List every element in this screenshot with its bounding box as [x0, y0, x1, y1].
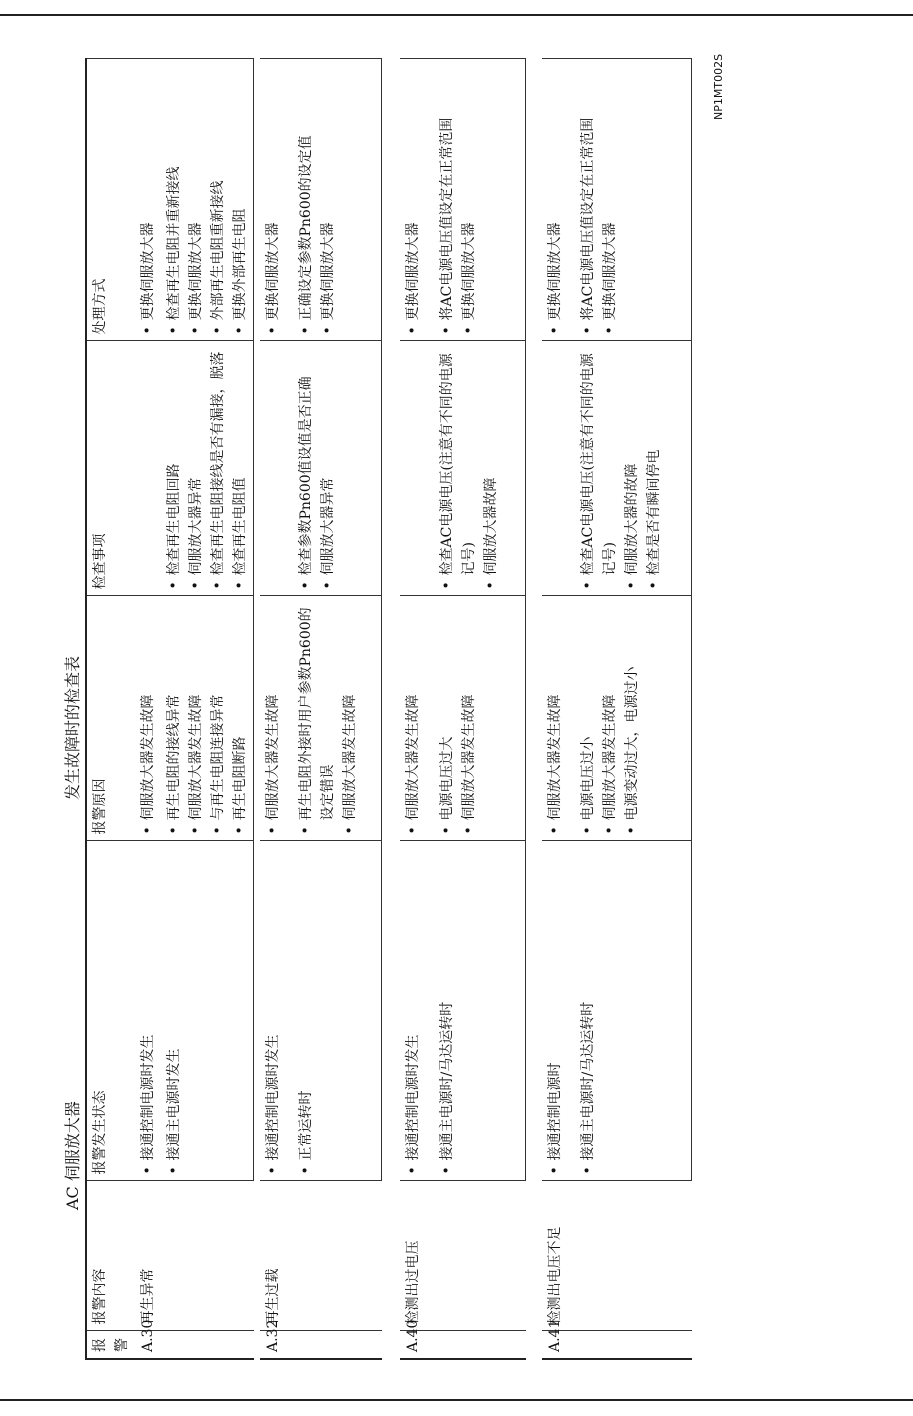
cause-item: • 伺服放大器发生故障: [262, 603, 284, 835]
header-content: 报警内容: [86, 1181, 135, 1331]
header-state: 报警发生状态: [86, 841, 135, 1181]
alarm-code: A.40: [400, 1331, 526, 1359]
check-item: • 检查再生电阻接线是否有漏接，脱落: [207, 348, 229, 590]
action-item: • 更换伺服放大器: [317, 66, 339, 335]
action-item: • 更换伺服放大器: [599, 66, 621, 335]
alarm-table: [85, 59, 254, 1361]
action-item: • 更换伺服放大器: [402, 66, 424, 335]
cause-item: • 再生电阻的接线异常: [163, 603, 185, 835]
detail-action: [434, 59, 526, 341]
detail-cause: [434, 596, 526, 841]
cause-item: • 电源电压过大: [436, 603, 458, 835]
alarm-code: A.30: [135, 1331, 254, 1359]
state-item: • 接通主电源时/马达运转时: [577, 848, 599, 1175]
alarm-code: A.32: [260, 1331, 382, 1359]
cause-item: • 电源变动过大，电源过小: [621, 603, 643, 835]
alarm-first-row: [400, 59, 434, 1359]
action-item: • 外部再生电阻重新接线: [207, 66, 229, 335]
cause-item: • 与再生电阻连接异常: [207, 603, 229, 835]
action-item: • 更换伺服放大器: [262, 66, 284, 335]
detail-check: [434, 341, 526, 596]
rotated-page: [60, 53, 760, 1360]
alarm-code: A.41: [542, 1331, 692, 1359]
first-cause: [542, 596, 575, 841]
action-item: • 更换伺服放大器: [137, 66, 159, 335]
state-item: • 接通主电源时/马达运转时: [436, 848, 458, 1175]
alarm-first-row: [260, 59, 293, 1359]
alarm-content: 再生异常: [135, 1181, 254, 1331]
check-item: • 检查AC电源电压(注意有不同的电源记号): [436, 348, 480, 590]
image-code: NP1MT002S: [712, 53, 725, 120]
alarm-detail-row: [293, 59, 382, 1359]
check-item: • 伺服放大器异常: [185, 348, 207, 590]
first-cause: [400, 596, 434, 841]
first-action: [400, 59, 434, 341]
detail-state: [161, 841, 254, 1181]
alarm-table: [542, 59, 692, 1361]
header-row: [86, 59, 135, 1359]
cause-item: • 伺服放大器发生故障: [402, 603, 424, 835]
first-action: [135, 59, 161, 341]
detail-cause: [293, 596, 382, 841]
top-rule: [0, 14, 913, 16]
alarm-content: 检测出电压不足: [542, 1181, 692, 1331]
first-state: [260, 841, 293, 1181]
cause-item: • 伺服放大器发生故障: [599, 603, 621, 835]
cause-item: • 伺服放大器发生故障: [185, 603, 207, 835]
action-item: • 将AC电源电压值设定在正常范围: [577, 66, 599, 335]
detail-action: [575, 59, 692, 341]
check-item: • 伺服放大器的故障: [621, 348, 643, 590]
first-cause: [135, 596, 161, 841]
first-check: [400, 341, 434, 596]
alarm-detail-row: [575, 59, 692, 1359]
detail-cause: [575, 596, 692, 841]
state-item: • 接通主电源时发生: [163, 848, 185, 1175]
cause-item: • 电源电压过小: [577, 603, 599, 835]
first-check: [260, 341, 293, 596]
check-item: • 伺服放大器故障: [480, 348, 502, 590]
check-item: • 检查是否有瞬间停电: [643, 348, 665, 590]
alarm-first-row: [542, 59, 575, 1359]
cause-item: • 再生电阻外接时用户参数Pn600的设定错误: [295, 603, 339, 835]
first-check: [135, 341, 161, 596]
first-check: [542, 341, 575, 596]
device-caption: AC 伺服放大器: [63, 1101, 82, 1210]
header-cause: 报警原因: [86, 596, 135, 841]
first-action: [542, 59, 575, 341]
alarm-first-row: [135, 59, 161, 1359]
cause-item: • 伺服放大器发生故障: [544, 603, 566, 835]
first-state: [400, 841, 434, 1181]
detail-check: [161, 341, 254, 596]
detail-check: [293, 341, 382, 596]
action-item: • 将AC电源电压值设定在正常范围: [436, 66, 458, 335]
cause-item: • 伺服放大器发生故障: [458, 603, 480, 835]
detail-cause: [161, 596, 254, 841]
action-item: • 更换伺服放大器: [544, 66, 566, 335]
cause-item: • 再生电阻断路: [229, 603, 251, 835]
detail-action: [161, 59, 254, 341]
check-item: • 伺服放大器异常: [317, 348, 339, 590]
alarm-table: [260, 59, 382, 1361]
first-state: [135, 841, 161, 1181]
action-item: • 更换伺服放大器: [185, 66, 207, 335]
alarm-detail-row: [434, 59, 526, 1359]
action-item: • 更换伺服放大器: [458, 66, 480, 335]
action-item: • 正确设定参数Pn600的设定值: [295, 66, 317, 335]
state-item: • 接通控制电源时发生: [402, 848, 424, 1175]
action-item: • 检查再生电阻并重新接线: [163, 66, 185, 335]
state-item: • 接通控制电源时: [544, 848, 566, 1175]
cause-item: • 伺服放大器发生故障: [137, 603, 159, 835]
header-action: 处理方式: [86, 59, 135, 341]
header-no: 报警: [86, 1331, 135, 1359]
check-item: • 检查再生电阻回路: [163, 348, 185, 590]
alarm-table: [400, 59, 526, 1361]
detail-state: [575, 841, 692, 1181]
cause-item: • 伺服放大器发生故障: [339, 603, 361, 835]
detail-check: [575, 341, 692, 596]
check-item: • 检查再生电阻值: [229, 348, 251, 590]
state-item: • 正常运转时: [295, 848, 317, 1175]
table-title: 发生故障时的检查表: [63, 655, 82, 800]
first-cause: [260, 596, 293, 841]
check-item: • 检查AC电源电压(注意有不同的电源记号): [577, 348, 621, 590]
first-state: [542, 841, 575, 1181]
detail-state: [293, 841, 382, 1181]
header-check: 检查事项: [86, 341, 135, 596]
action-item: • 更换外部再生电阻: [229, 66, 251, 335]
first-action: [260, 59, 293, 341]
bottom-rule: [0, 1399, 913, 1401]
check-item: • 检查参数Pn600值设值是否正确: [295, 348, 317, 590]
detail-action: [293, 59, 382, 341]
alarm-detail-row: [161, 59, 254, 1359]
alarm-content: 检测出过电压: [400, 1181, 526, 1331]
state-item: • 接通控制电源时发生: [262, 848, 284, 1175]
alarm-content: 再生过载: [260, 1181, 382, 1331]
detail-state: [434, 841, 526, 1181]
state-item: • 接通控制电源时发生: [137, 848, 159, 1175]
